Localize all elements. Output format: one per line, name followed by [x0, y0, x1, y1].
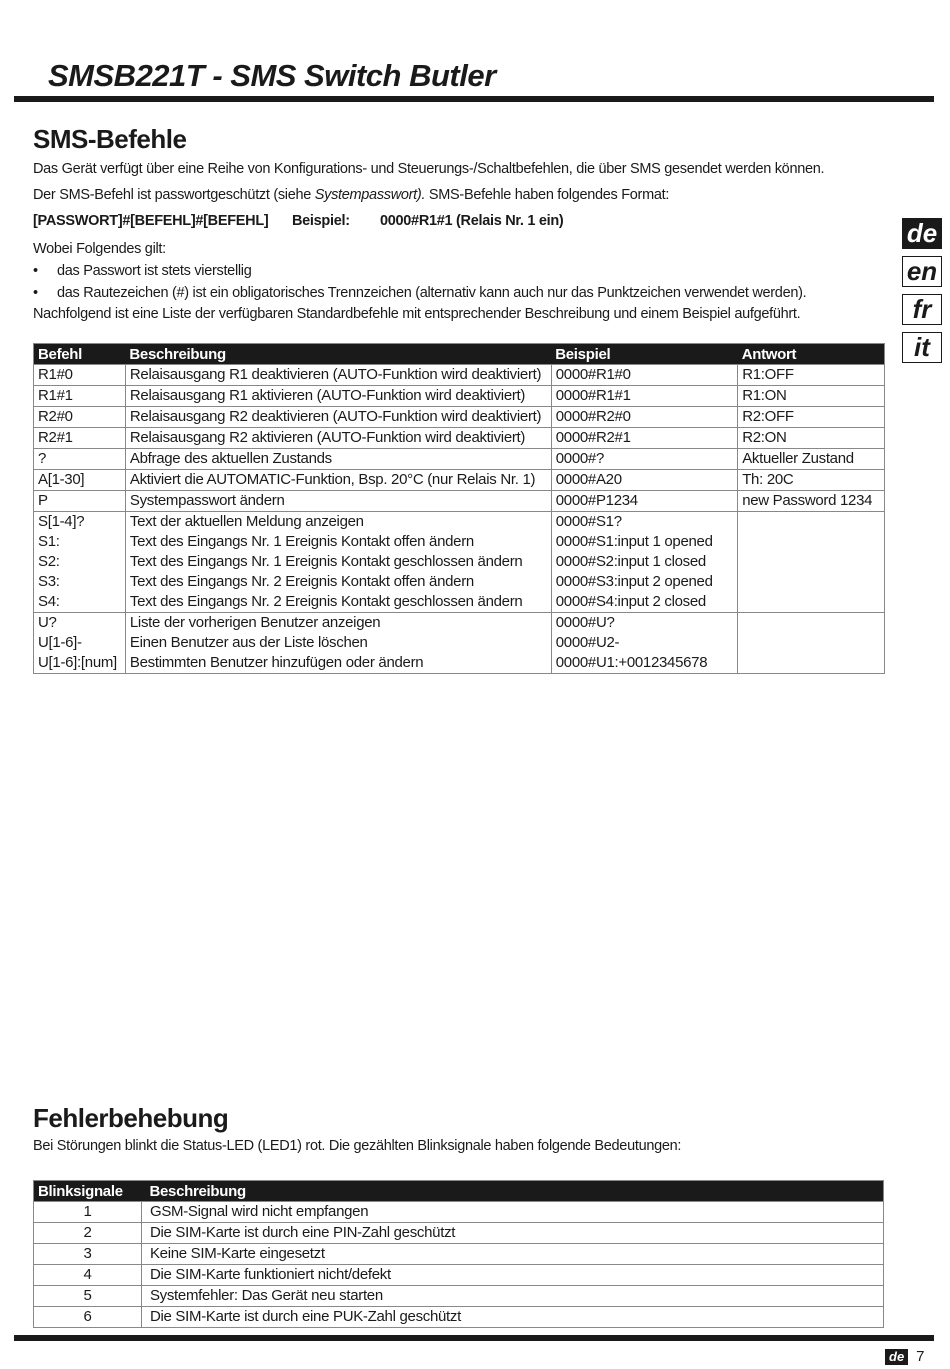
table-row — [34, 572, 885, 592]
column-header: Beschreibung — [125, 344, 551, 365]
table-row — [34, 1286, 884, 1307]
lang-tab-en[interactable]: en — [902, 256, 942, 287]
table-row — [34, 386, 885, 407]
example-label: Beispiel: — [292, 213, 350, 229]
bullet-item: • das Rautezeichen (#) ist ein obligatorisches Trennzeichen (alternativ kann auch nur das Punktzeichen verwendet werden). — [33, 285, 807, 301]
table-row — [34, 1244, 884, 1265]
table-cell: Text des Eingangs Nr. 1 Ereignis Kontakt geschlossen ändern — [125, 552, 551, 572]
table-row — [34, 633, 885, 653]
bullet-item: • das Passwort ist stets vierstellig — [33, 263, 252, 279]
intro-paragraph-2: Der SMS-Befehl ist passwortgeschützt (siehe Systempasswort). SMS-Befehle haben folgendes Format: — [33, 187, 670, 203]
column-header: Beschreibung — [141, 1181, 883, 1202]
column-header: Blinksignale — [34, 1181, 142, 1202]
table-cell: GSM-Signal wird nicht empfangen — [141, 1202, 883, 1223]
table-cell — [738, 613, 885, 634]
table-row — [34, 532, 885, 552]
table-cell: R1#0 — [34, 365, 126, 386]
column-header: Beispiel — [551, 344, 737, 365]
table-cell: Systempasswort ändern — [125, 491, 551, 512]
table-cell: Die SIM-Karte ist durch eine PUK-Zahl geschützt — [141, 1307, 883, 1328]
table-cell: R1#1 — [34, 386, 126, 407]
table-row — [34, 449, 885, 470]
table-cell: S[1-4]? — [34, 512, 126, 533]
table-cell: R1:OFF — [738, 365, 885, 386]
table-cell: R2#1 — [34, 428, 126, 449]
table-row — [34, 512, 885, 533]
table-cell: Relaisausgang R1 deaktivieren (AUTO-Funktion wird deaktiviert) — [125, 365, 551, 386]
table-row — [34, 613, 885, 634]
table-row — [34, 1202, 884, 1223]
table-cell: Text der aktuellen Meldung anzeigen — [125, 512, 551, 533]
footer-rule — [14, 1335, 934, 1341]
table-cell — [738, 512, 885, 533]
table-cell: P — [34, 491, 126, 512]
header-rule — [14, 96, 934, 102]
table-cell: 0000#S2:input 1 closed — [551, 552, 737, 572]
table-cell: Liste der vorherigen Benutzer anzeigen — [125, 613, 551, 634]
table-cell — [738, 572, 885, 592]
table-cell: Text des Eingangs Nr. 1 Ereignis Kontakt offen ändern — [125, 532, 551, 552]
document-title: SMSB221T - SMS Switch Butler — [48, 58, 496, 93]
table-cell: 0000#R2#0 — [551, 407, 737, 428]
command-format: [PASSWORT]#[BEFEHL]#[BEFEHL] — [33, 213, 269, 229]
table-cell: U[1-6]:[num] — [34, 653, 126, 674]
table-cell: S4: — [34, 592, 126, 613]
table-row — [34, 1265, 884, 1286]
table-row — [34, 491, 885, 512]
table-cell: Text des Eingangs Nr. 2 Ereignis Kontakt offen ändern — [125, 572, 551, 592]
table-cell: 4 — [34, 1265, 142, 1286]
lang-tab-it[interactable]: it — [902, 332, 942, 363]
table-cell: 0000#S1? — [551, 512, 737, 533]
table-cell — [738, 592, 885, 613]
table-cell: R2:ON — [738, 428, 885, 449]
section-heading-sms: SMS-Befehle — [33, 124, 187, 154]
table-cell: Aktiviert die AUTOMATIC-Funktion, Bsp. 20°C (nur Relais Nr. 1) — [125, 470, 551, 491]
table-cell — [738, 633, 885, 653]
table-cell: 0000#R1#1 — [551, 386, 737, 407]
table-cell: Relaisausgang R2 aktivieren (AUTO-Funktion wird deaktiviert) — [125, 428, 551, 449]
table-cell: R2:OFF — [738, 407, 885, 428]
table-cell — [738, 532, 885, 552]
table-row — [34, 1223, 884, 1244]
table-row — [34, 1307, 884, 1328]
error-table — [33, 1180, 884, 1328]
table-cell: 1 — [34, 1202, 142, 1223]
table-cell: S2: — [34, 552, 126, 572]
troubleshooting-intro: Bei Störungen blinkt die Status-LED (LED1) rot. Die gezählten Blinksignale haben folgende Bedeutungen: — [33, 1138, 682, 1154]
table-cell: 0000#U? — [551, 613, 737, 634]
table-cell: 0000#A20 — [551, 470, 737, 491]
table-cell: Bestimmten Benutzer hinzufügen oder ändern — [125, 653, 551, 674]
table-cell: 0000#S1:input 1 opened — [551, 532, 737, 552]
table-cell — [738, 552, 885, 572]
table-cell: A[1-30] — [34, 470, 126, 491]
table-cell: Abfrage des aktuellen Zustands — [125, 449, 551, 470]
where-text: Wobei Folgendes gilt: — [33, 241, 166, 257]
table-cell: new Password 1234 — [738, 491, 885, 512]
table-cell: 0000#S4:input 2 closed — [551, 592, 737, 613]
table-cell: S3: — [34, 572, 126, 592]
section-heading-troubleshooting: Fehlerbehebung — [33, 1103, 229, 1133]
lang-tab-fr[interactable]: fr — [902, 294, 942, 325]
table-cell: 2 — [34, 1223, 142, 1244]
table-cell: 0000#U2- — [551, 633, 737, 653]
table-header-row — [34, 1181, 884, 1202]
table-cell: 0000#P1234 — [551, 491, 737, 512]
table-cell: 0000#? — [551, 449, 737, 470]
table-row — [34, 428, 885, 449]
table-cell: 0000#U1:+0012345678 — [551, 653, 737, 674]
table-cell: Relaisausgang R2 deaktivieren (AUTO-Funktion wird deaktiviert) — [125, 407, 551, 428]
table-cell: 5 — [34, 1286, 142, 1307]
table-row — [34, 407, 885, 428]
table-cell: 0000#S3:input 2 opened — [551, 572, 737, 592]
table-row — [34, 365, 885, 386]
command-table — [33, 343, 885, 674]
table-cell: 6 — [34, 1307, 142, 1328]
table-cell: Keine SIM-Karte eingesetzt — [141, 1244, 883, 1265]
language-tabs — [902, 218, 942, 370]
table-cell: U[1-6]- — [34, 633, 126, 653]
table-cell: U? — [34, 613, 126, 634]
table-row — [34, 470, 885, 491]
table-cell: 0000#R2#1 — [551, 428, 737, 449]
column-header: Antwort — [738, 344, 885, 365]
table-cell: Th: 20C — [738, 470, 885, 491]
intro-paragraph-1: Das Gerät verfügt über eine Reihe von Konfigurations- und Steuerungs-/Schaltbefehlen, die über SMS gesendet werden können. — [33, 161, 825, 177]
table-cell: Die SIM-Karte ist durch eine PIN-Zahl geschützt — [141, 1223, 883, 1244]
example-value: 0000#R1#1 (Relais Nr. 1 ein) — [380, 213, 564, 229]
lang-tab-de[interactable]: de — [902, 218, 942, 249]
table-row — [34, 653, 885, 674]
table-cell: Einen Benutzer aus der Liste löschen — [125, 633, 551, 653]
table-cell: Die SIM-Karte funktioniert nicht/defekt — [141, 1265, 883, 1286]
table-header-row — [34, 344, 885, 365]
table-cell: Relaisausgang R1 aktivieren (AUTO-Funktion wird deaktiviert) — [125, 386, 551, 407]
list-intro: Nachfolgend ist eine Liste der verfügbaren Standardbefehle mit entsprechender Beschreibung und einem Beispiel aufgeführt. — [33, 306, 801, 322]
table-cell: 3 — [34, 1244, 142, 1265]
table-row — [34, 552, 885, 572]
table-cell — [738, 653, 885, 674]
page-number: 7 — [916, 1348, 925, 1365]
table-cell: Systemfehler: Das Gerät neu starten — [141, 1286, 883, 1307]
table-cell: 0000#R1#0 — [551, 365, 737, 386]
table-cell: Text des Eingangs Nr. 2 Ereignis Kontakt geschlossen ändern — [125, 592, 551, 613]
table-cell: R2#0 — [34, 407, 126, 428]
table-cell: ? — [34, 449, 126, 470]
table-row — [34, 592, 885, 613]
page-footer — [885, 1348, 925, 1365]
table-cell: R1:ON — [738, 386, 885, 407]
column-header: Befehl — [34, 344, 126, 365]
table-cell: S1: — [34, 532, 126, 552]
footer-lang-tag: de — [885, 1349, 908, 1365]
table-cell: Aktueller Zustand — [738, 449, 885, 470]
